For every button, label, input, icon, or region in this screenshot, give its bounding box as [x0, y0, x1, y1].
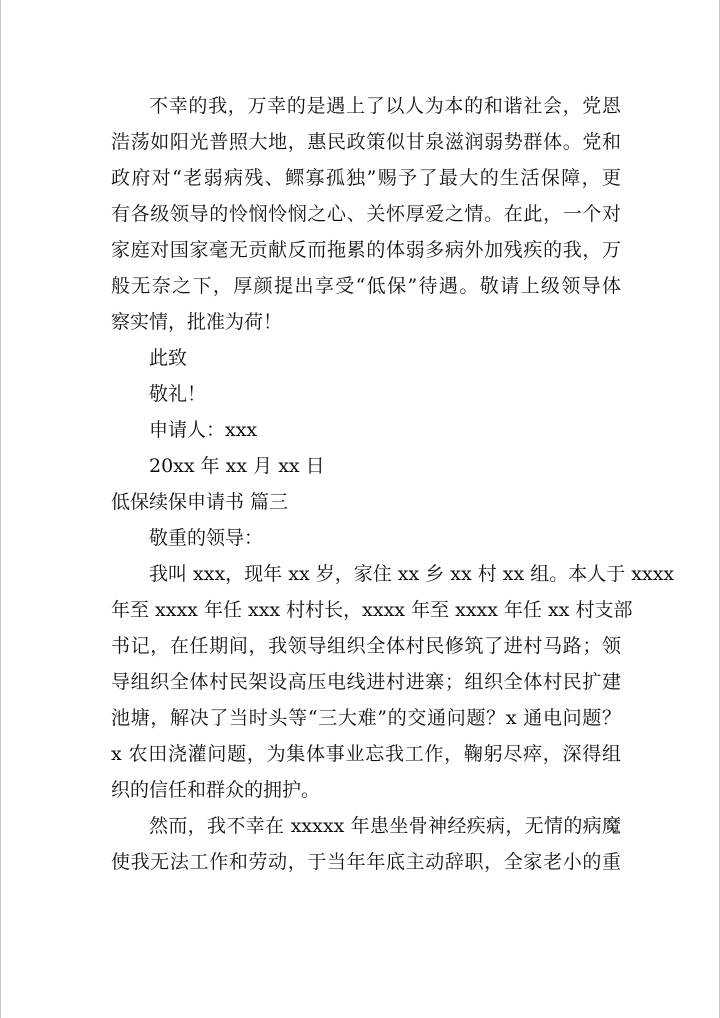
- paragraph-1: [111, 88, 621, 340]
- text-line: 有各级领导的怜悯怜悯之心、关怀厚爱之情。在此，一个对: [111, 203, 621, 225]
- date-line: 20xx 年 xx 月 xx 日: [149, 455, 325, 477]
- text-line: 家庭对国家毫无贡献反而拖累的体弱多病外加残疾的我，万: [111, 239, 621, 261]
- closing-line: 此致: [149, 347, 188, 369]
- text-line: 织的信任和群众的拥护。: [111, 779, 321, 801]
- paragraph-2: [111, 556, 675, 808]
- text-line: 政府对“老弱病残、鳏寡孤独”赐予了最大的生活保障，更: [111, 167, 621, 189]
- text-line: 不幸的我，万幸的是遇上了以人为本的和谐社会，党恩: [149, 95, 621, 117]
- text-line: 使我无法工作和劳动，于当年年底主动辞职，全家老小的重: [111, 851, 621, 873]
- paragraph-3: [111, 808, 621, 880]
- text-line: 池塘，解决了当时头等“三大难”的交通问题？x 通电问题？: [111, 707, 621, 729]
- text-line: 然而，我不幸在 xxxxx 年患坐骨神经疾病，无情的病魔: [149, 815, 621, 837]
- applicant-line: 申请人：xxx: [149, 419, 258, 441]
- text-line: 导组织全体村民架设高压电线进村进寨；组织全体村民扩建: [111, 671, 621, 693]
- text-line: 年至 xxxx 年任 xxx 村村长，xxxx 年至 xxxx 年任 xx 村支部: [111, 599, 633, 621]
- section-title: 低保续保申请书 篇三: [111, 491, 289, 513]
- text-line: 我叫 xxx，现年 xx 岁，家住 xx 乡 xx 村 xx 组。本人于 xxxx: [149, 563, 675, 585]
- text-line: 浩荡如阳光普照大地，惠民政策似甘泉滋润弱势群体。党和: [111, 131, 621, 153]
- text-line: x 农田浇灌问题，为集体事业忘我工作，鞠躬尽瘁，深得组: [111, 743, 621, 765]
- closing-salute: 敬礼！: [149, 383, 207, 405]
- text-line: 察实情，批准为荷！: [111, 311, 283, 333]
- text-line: 般无奈之下，厚颜提出享受“低保”待遇。敬请上级领导体: [111, 275, 621, 297]
- salutation: 敬重的领导：: [149, 527, 264, 549]
- document-body: [111, 88, 675, 880]
- text-line: 书记，在任期间，我领导组织全体村民修筑了进村马路；领: [111, 635, 621, 657]
